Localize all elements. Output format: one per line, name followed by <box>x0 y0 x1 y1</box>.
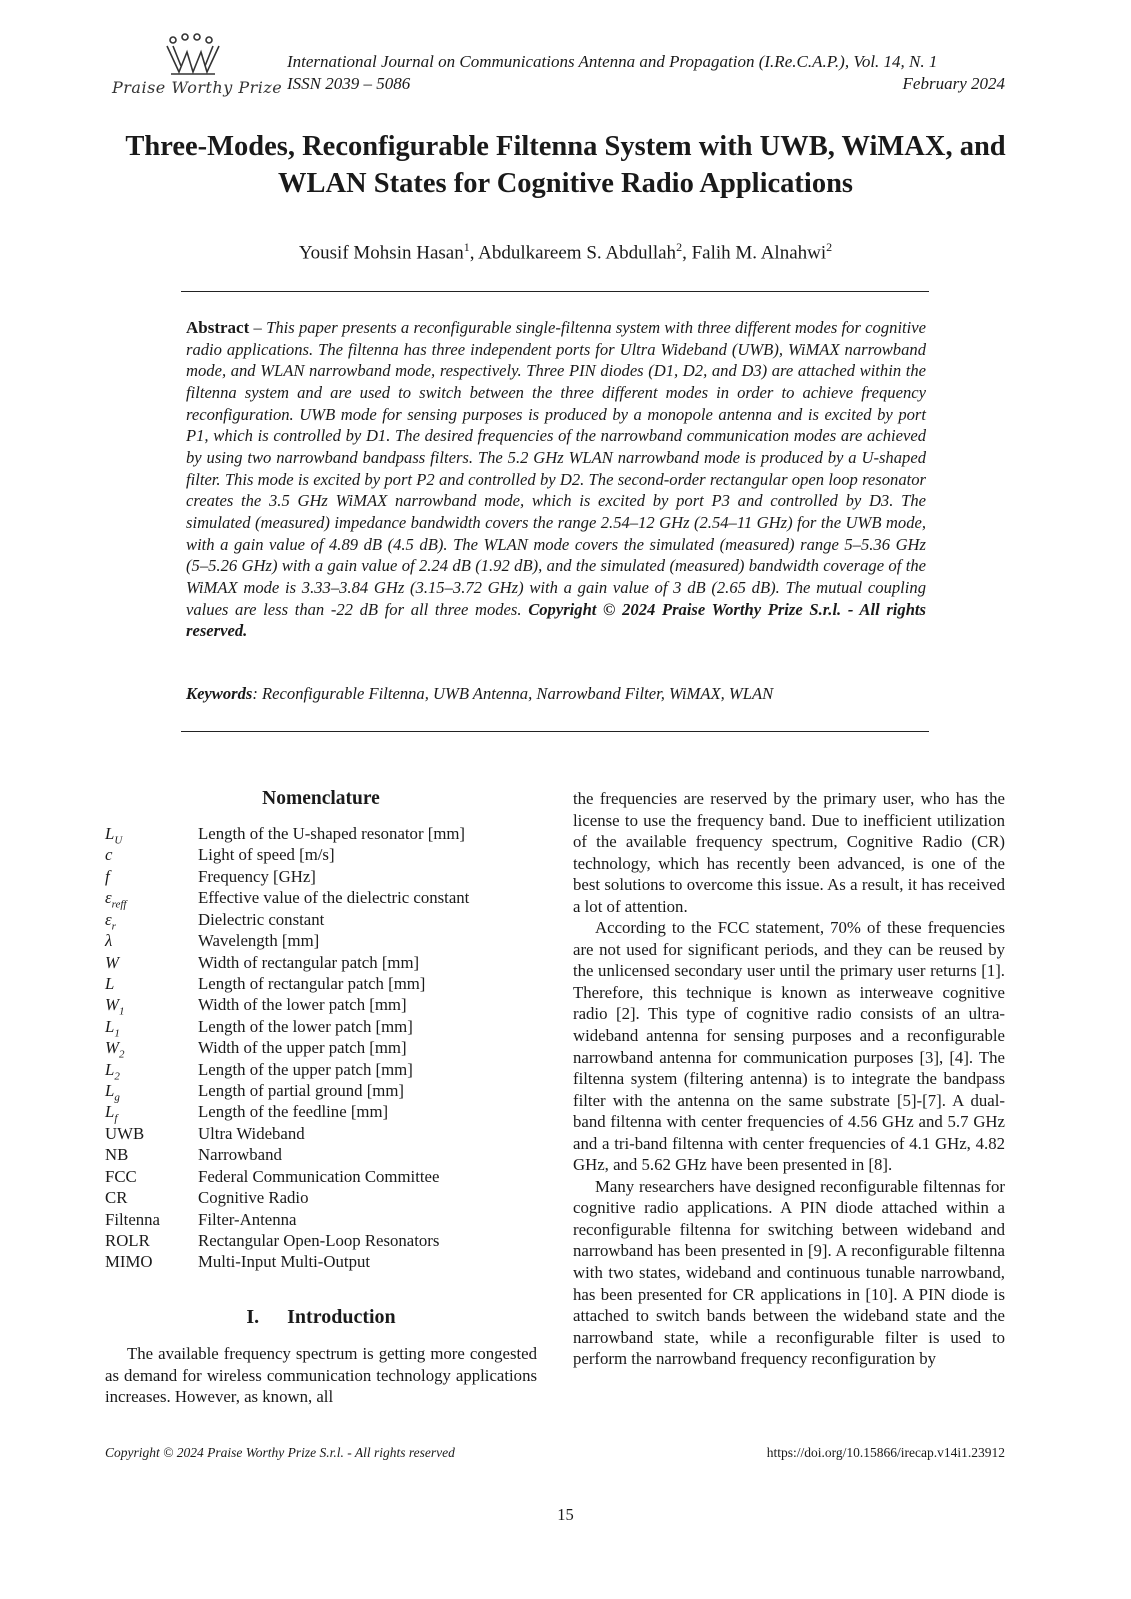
nomenclature-symbol <box>105 1123 144 1144</box>
author-separator: , <box>682 242 692 264</box>
symbol-base: ε <box>105 888 112 908</box>
nomenclature-definition: Length of the lower patch [mm] <box>198 1016 413 1036</box>
nomenclature-row <box>105 909 545 933</box>
abstract-text: This paper presents a reconfigurable single-filtenna system with three different modes for cognitive radio applications. The filtenna has three independent ports for Ultra Wideband (UWB), WiMAX narrowband mode, and WLAN narrowband mode, respectively. Three PIN diodes (D1, D2, and D3) are attached within the filtenna system and are used to switch between the three different modes in order to achieve frequency reconfiguration. UWB mode for sensing purposes is produced by a monopole antenna and is excited by port P1, which is controlled by D1. The desired frequencies of the narrowband communication modes are achieved by using two narrowband bandpass filters. The 5.2 GHz WLAN narrowband mode is produced by a U-shaped filter. This mode is excited by port P2 and controlled by D2. The second-order rectangular open loop resonator creates the 3.5 GHz WiMAX narrowband mode, which is excited by port P3 and controlled by D3. The simulated (measured) impedance bandwidth covers the range 2.54–12 GHz (2.54–11 GHz) for the UWB mode, with a gain value of 4.89 dB (4.5 dB). The WLAN mode covers the simulated (measured) range 5–5.36 GHz (5–5.26 GHz) with a gain value of 2.24 dB (1.92 dB), and the simulated (measured) bandwidth coverage of the WiMAX mode is 3.33–3.84 GHz (3.15–3.72 GHz) with a gain value of 3 dB (2.65 dB). The mutual coupling values are less than -22 dB for all three modes. <box>186 318 927 619</box>
nomenclature-row <box>105 1230 545 1251</box>
nomenclature-definition: Length of the feedline [mm] <box>198 1102 389 1122</box>
nomenclature-row <box>105 887 545 911</box>
nomenclature-row <box>105 1101 545 1125</box>
issue-date: February 2024 <box>902 74 1005 93</box>
wp-monogram-icon <box>163 30 223 76</box>
symbol-base: ε <box>105 909 112 929</box>
nomenclature-symbol <box>105 844 112 865</box>
abstract-dash: – <box>249 318 267 337</box>
symbol-subscript: 1 <box>118 1005 125 1018</box>
symbol-base: W <box>105 952 119 972</box>
nomenclature-definition: Effective value of the dielectric constant <box>198 888 470 908</box>
author-name: Abdulkareem S. Abdullah <box>478 242 677 264</box>
nomenclature-symbol <box>105 1251 153 1272</box>
symbol-base: CR <box>105 1188 128 1208</box>
body-paragraph: the frequencies are reserved by the primary user, who has the license to use the frequency band. Due to inefficient utilization of the available frequency spectrum, Cognitive Radio (CR) technology, which has recently been advanced, is one of the best solutions to overcome this issue. As a result, it has received a lot of attention. <box>573 789 1005 916</box>
keywords <box>186 684 926 704</box>
nomenclature-row <box>105 866 545 887</box>
divider <box>181 291 929 292</box>
nomenclature-row <box>105 844 545 865</box>
symbol-base: L <box>105 824 115 843</box>
nomenclature-definition: Narrowband <box>198 1145 282 1165</box>
nomenclature-definition: Dielectric constant <box>198 909 325 929</box>
symbol-subscript: 1 <box>114 1027 120 1040</box>
symbol-base: FCC <box>105 1166 137 1186</box>
symbol-subscript: 2 <box>118 1048 125 1061</box>
nomenclature-row <box>105 1144 545 1165</box>
nomenclature-row <box>105 1251 545 1272</box>
nomenclature-symbol <box>105 1209 160 1230</box>
symbol-base: L <box>105 1081 115 1101</box>
nomenclature-row <box>105 1016 545 1040</box>
author-name: Yousif Mohsin Hasan <box>298 242 464 264</box>
nomenclature-definition: Filter-Antenna <box>198 1209 297 1229</box>
nomenclature-symbol <box>105 952 119 973</box>
symbol-base: MIMO <box>105 1252 153 1272</box>
nomenclature-definition: Ultra Wideband <box>198 1123 305 1143</box>
symbol-base: c <box>105 845 113 865</box>
nomenclature-list <box>105 823 545 1273</box>
nomenclature-definition: Length of the upper patch [mm] <box>198 1059 413 1079</box>
nomenclature-definition: Length of rectangular patch [mm] <box>198 973 426 993</box>
footer-copyright: Copyright © 2024 Praise Worthy Prize S.r.l. - All rights reserved <box>105 1445 455 1460</box>
nomenclature-definition: Width of the upper patch [mm] <box>198 1038 407 1058</box>
abstract-label: Abstract <box>186 318 250 337</box>
abstract <box>186 317 926 642</box>
symbol-base: L <box>105 973 115 993</box>
author-list <box>100 240 1031 264</box>
nomenclature-definition: Length of partial ground [mm] <box>198 1081 404 1101</box>
divider <box>181 731 929 732</box>
journal-title: International Journal on Communications Antenna and Propagation (I.Re.C.A.P.), Vol. 14, N. 1 <box>287 52 938 71</box>
nomenclature-row <box>105 1187 545 1208</box>
issn: ISSN 2039 – 5086 <box>287 74 411 93</box>
nomenclature-definition: Wavelength [mm] <box>198 931 320 951</box>
symbol-base: L <box>105 1102 115 1122</box>
nomenclature-title: Nomenclature <box>262 788 380 809</box>
nomenclature-row <box>105 823 545 847</box>
symbol-base: L <box>105 1016 115 1036</box>
author-affiliation: 1 <box>463 240 470 254</box>
nomenclature-definition: Length of the U-shaped resonator [mm] <box>198 824 466 843</box>
publisher-name: Praise Worthy Prize <box>112 78 283 97</box>
keywords-label: Keywords <box>186 684 253 703</box>
author-separator: , <box>469 242 479 264</box>
nomenclature-definition: Rectangular Open-Loop Resonators <box>198 1231 440 1251</box>
symbol-subscript: g <box>114 1091 120 1104</box>
nomenclature-row <box>105 1059 545 1080</box>
symbol-subscript: reff <box>111 898 127 911</box>
section-number: I. <box>246 1306 260 1328</box>
nomenclature-symbol <box>105 1187 127 1208</box>
nomenclature-symbol <box>105 1166 137 1187</box>
doi-link[interactable]: https://doi.org/10.15866/irecap.v14i1.23912 <box>766 1445 1005 1460</box>
nomenclature-definition: Cognitive Radio <box>198 1188 309 1208</box>
section-heading <box>105 1306 537 1329</box>
nomenclature-definition: Multi-Input Multi-Output <box>198 1252 371 1272</box>
keywords-text: : Reconfigurable Filtenna, UWB Antenna, Narrowband Filter, WiMAX, WLAN <box>252 684 774 703</box>
paper-title: Three-Modes, Reconfigurable Filtenna System with UWB, WiMAX, and WLAN States for Cognitive Radio Applications <box>125 131 1006 199</box>
intro-paragraph: The available frequency spectrum is getting more congested as demand for wireless communication technology applications increases. However, as known, all <box>105 1344 537 1407</box>
symbol-base: W <box>105 1038 119 1058</box>
body-paragraph: According to the FCC statement, 70% of these frequencies are not used for significant periods, and they can be reused by the unlicensed secondary user until the primary user returns [1]. Therefore, this technique is known as interweave cognitive radio [2]. This type of cognitive radio consists of an ultra-wideband antenna for sensing purposes and a reconfigurable narrowband antenna for communication purposes [3], [4]. The filtenna system (filtering antenna) is to integrate the bandpass filter with the antenna on the same substrate [5]-[7]. A dual-band filtenna with center frequencies of 4.56 GHz and 5.7 GHz and a tri-band filtenna with center frequencies of 4.1 GHz, 4.82 GHz, and 5.62 GHz have been presented in [8]. <box>573 918 1005 1175</box>
nomenclature-row <box>105 952 545 973</box>
symbol-base: NB <box>105 1145 129 1165</box>
nomenclature-row <box>105 1209 545 1230</box>
author-name: Falih M. Alnahwi <box>691 242 827 264</box>
nomenclature-row <box>105 1080 545 1104</box>
symbol-base: UWB <box>105 1123 145 1143</box>
symbol-base: L <box>105 1059 115 1079</box>
nomenclature-symbol <box>105 866 110 887</box>
author-affiliation: 2 <box>826 240 833 254</box>
section-title: Introduction <box>287 1306 396 1328</box>
nomenclature-definition: Width of the lower patch [mm] <box>198 995 407 1015</box>
symbol-subscript: f <box>114 1112 118 1125</box>
symbol-subscript: U <box>114 834 123 847</box>
symbol-base: W <box>105 995 119 1015</box>
abstract-copyright: Copyright © 2024 Praise Worthy Prize S.r.l. - All rights reserved. <box>186 599 926 641</box>
nomenclature-row <box>105 1037 545 1061</box>
journal-meta <box>287 74 1005 94</box>
author-affiliation: 2 <box>676 240 683 254</box>
body-paragraph: Many researchers have designed reconfigurable filtennas for cognitive radio applications. A PIN diode attached within a reconfigurable filtenna for switching between wideband and narrowband has been presented in [9]. A reconfigurable filtenna with two states, wideband and continuous tunable narrowband, has been presented for CR applications in [10]. A PIN diode is attached to switch bands between the wideband state and the narrowband state, while a reconfigurable filter is used to perform the narrowband frequency reconfiguration by <box>573 1176 1005 1369</box>
nomenclature-row <box>105 1123 545 1144</box>
nomenclature-row <box>105 994 545 1018</box>
nomenclature-definition: Federal Communication Committee <box>198 1166 440 1186</box>
nomenclature-definition: Width of rectangular patch [mm] <box>198 952 420 972</box>
nomenclature-symbol <box>105 1144 128 1165</box>
symbol-subscript: 2 <box>114 1070 120 1082</box>
symbol-base: ROLR <box>105 1231 150 1251</box>
nomenclature-symbol <box>105 973 114 994</box>
symbol-base: f <box>105 866 110 886</box>
nomenclature-row <box>105 930 545 951</box>
nomenclature-definition: Frequency [GHz] <box>198 866 316 886</box>
page-number: 15 <box>557 1505 574 1524</box>
nomenclature-row <box>105 973 545 994</box>
nomenclature-row <box>105 1166 545 1187</box>
publisher-logo <box>108 30 283 110</box>
nomenclature-definition: Light of speed [m/s] <box>198 845 335 865</box>
nomenclature-symbol <box>105 1230 150 1251</box>
nomenclature-symbol <box>105 930 112 951</box>
symbol-subscript: r <box>111 920 116 933</box>
symbol-base: λ <box>105 931 113 951</box>
body-column-right <box>573 788 1005 1370</box>
symbol-base: Filtenna <box>105 1209 160 1229</box>
